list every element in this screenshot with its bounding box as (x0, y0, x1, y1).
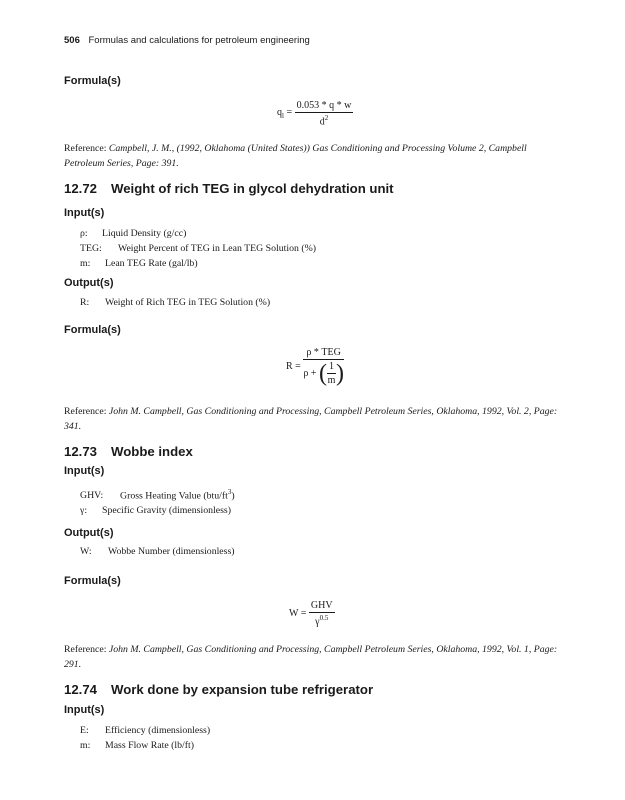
reference-citation: Campbell, J. M., (1992, Oklahoma (United States)) Gas Conditioning and Processing Volume 2, Campbell Petroleum Series, Page: 391. (64, 143, 527, 169)
list-item: m: Mass Flow Rate (lb/ft) (80, 739, 194, 751)
input-heading: Input(s) (64, 704, 105, 716)
input-list (80, 485, 235, 519)
formula-denominator: $\gamma^{0.5}$ (315, 614, 329, 628)
formula-r (286, 347, 344, 386)
formula-w (289, 600, 335, 627)
reference: Reference: John M. Campbell, Gas Conditioning and Processing, Campbell Petroleum Series, Oklahoma, 1992, Vol. 1, Page: 291. (64, 644, 558, 670)
formula-ql (277, 100, 353, 127)
list-item: E: Efficiency (dimensionless) (80, 725, 211, 736)
reference-citation: John M. Campbell, Gas Conditioning and Processing, Campbell Petroleum Series, Oklahoma, 1992, Vol. 1, Page: 291. (64, 644, 558, 670)
formula-numerator: ρ * TEG (303, 347, 344, 360)
list-item: W: Wobbe Number (dimensionless) (80, 546, 235, 557)
formula-fraction (303, 347, 344, 386)
formula-lhs: R = (286, 361, 301, 372)
formula-heading: Formula(s) (64, 324, 121, 336)
running-header (64, 35, 310, 46)
formula-heading: Formula(s) (64, 575, 121, 587)
formula-lhs: W = (289, 608, 307, 620)
list-item: ρ: Liquid Density (g/cc) (80, 228, 187, 239)
formula-denominator: $d^2$ (319, 114, 329, 128)
output-heading: Output(s) (64, 527, 114, 539)
inner-fraction: $\frac{1}{m}$ (327, 361, 336, 386)
list-item: TEG: Weight Percent of TEG in Lean TEG Solution (%) (80, 242, 317, 254)
formula-fraction (295, 100, 354, 127)
section-title-12-74: 12.74 Work done by expansion tube refrigerator (64, 682, 374, 697)
section-title-12-73: 12.73 Wobbe index (64, 444, 193, 459)
output-list (80, 545, 235, 560)
input-heading: Input(s) (64, 207, 105, 219)
list-item: γ: Specific Gravity (dimensionless) (80, 505, 231, 517)
output-heading: Output(s) (64, 277, 114, 289)
formula-heading: Formula(s) (64, 75, 121, 87)
list-item: m: Lean TEG Rate (gal/lb) (80, 257, 198, 269)
formula-numerator: GHV (310, 600, 333, 611)
input-list (80, 227, 316, 271)
section-title-12-72: 12.72 Weight of rich TEG in glycol dehydration unit (64, 181, 394, 196)
output-list (80, 296, 270, 311)
formula-denominator: ρ + ( $\frac{1}{m}$ ) (303, 360, 344, 387)
reference: Reference: John M. Campbell, Gas Conditioning and Processing, Campbell Petroleum Series, Oklahoma, 1992, Vol. 2, Page: 341. (64, 406, 558, 432)
reference: Reference: Campbell, J. M., (1992, Oklahoma (United States)) Gas Conditioning and Processing Volume 2, Campbell Petroleum Series, Page: 391. (64, 143, 527, 169)
list-item: R: Weight of Rich TEG in TEG Solution (%) (80, 297, 271, 308)
running-title: Formulas and calculations for petroleum engineering (88, 35, 310, 46)
list-item: GHV: Gross Heating Value $(btu/ft^3)$ (80, 488, 235, 502)
formula-fraction (309, 600, 335, 627)
reference-citation: John M. Campbell, Gas Conditioning and Processing, Campbell Petroleum Series, Oklahoma, 1992, Vol. 2, Page: 341. (64, 406, 558, 432)
formula-numerator: 0.053 * q * w (296, 100, 352, 111)
input-heading: Input(s) (64, 465, 105, 477)
input-list (80, 724, 210, 754)
formula-lhs: $q_l$ = (277, 107, 293, 121)
page-number: 506 (64, 35, 80, 46)
